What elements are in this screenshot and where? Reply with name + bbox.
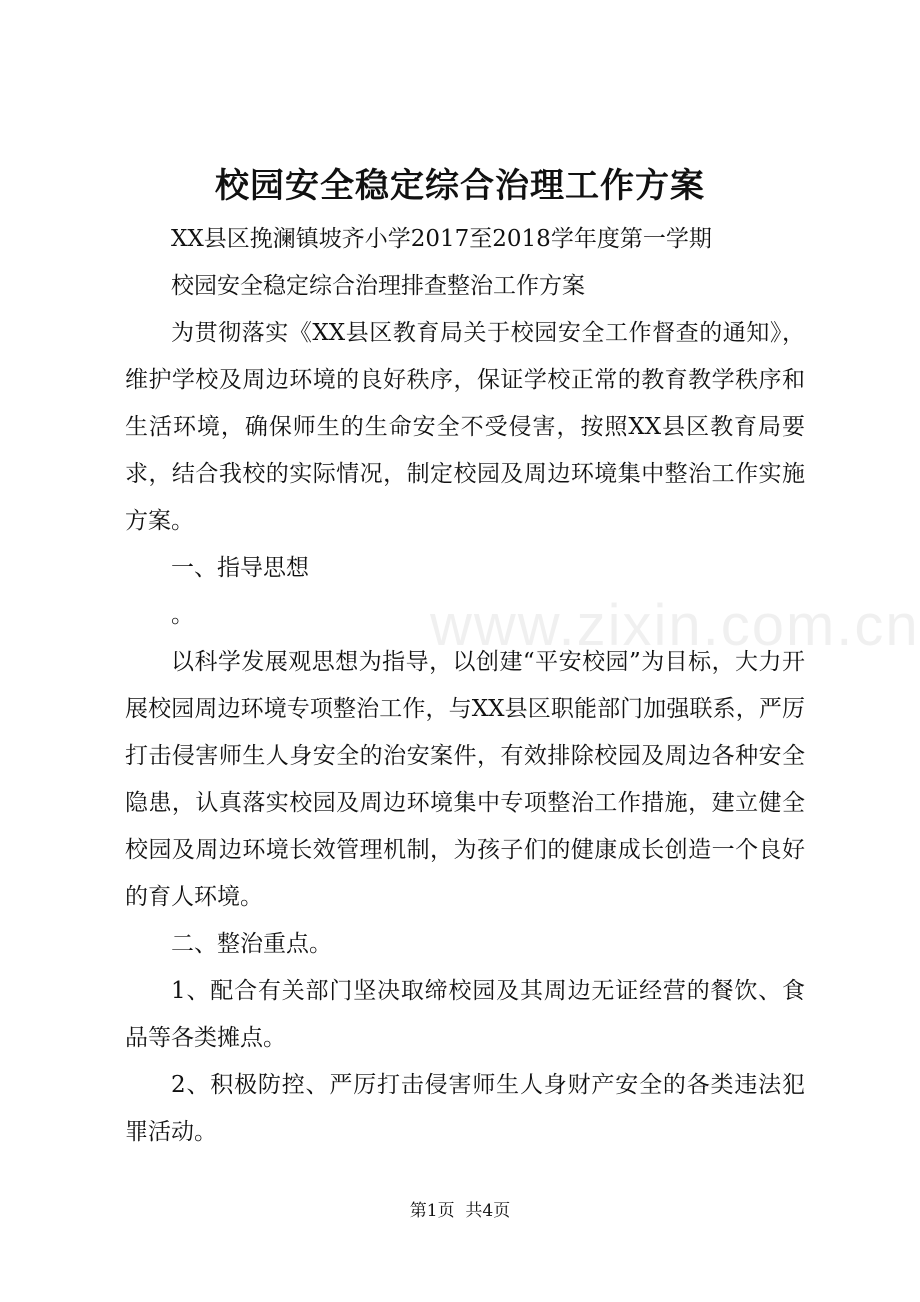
- document-body: [125, 216, 805, 1156]
- intro-paragraph: 为贯彻落实《XX县区教育局关于校园安全工作督查的通知》，维护学校及周边环境的良好秩序，保证学校正常的教育教学秩序和生活环境，确保师生的生命安全不受侵害，按照XX县区教育局要求，结合我校的实际情况，制定校园及周边环境集中整治工作实施方案。: [125, 320, 805, 534]
- guiding-ideology-paragraph: 以科学发展观思想为指导，以创建“平安校园”为目标，大力开展校园周边环境专项整治工作，与XX县区职能部门加强联系，严厉打击侵害师生人身安全的治安案件，有效排除校园及周边各种安全隐患，认真落实校园及周边环境集中专项整治工作措施，建立健全校园及周边环境长效管理机制，为孩子们的健康成长创造一个良好的育人环境。: [125, 649, 805, 910]
- page-footer: 第1页 共4页: [409, 1201, 511, 1221]
- document-title: 校园安全稳定综合治理工作方案: [215, 166, 705, 206]
- stray-period: 。: [171, 602, 194, 628]
- subtitle-line-1: XX县区挽澜镇坡齐小学2017至2018学年度第一学期: [171, 226, 712, 252]
- watermark: www.zixin.com.cn: [430, 593, 920, 658]
- subtitle-line-2: 校园安全稳定综合治理排查整治工作方案: [171, 273, 585, 299]
- key-point-1: 1、配合有关部门坚决取缔校园及其周边无证经营的餐饮、食品等各类摊点。: [125, 978, 805, 1051]
- section-heading-guiding-ideology: 一、指导思想: [171, 555, 309, 581]
- key-point-2: 2、积极防控、严厉打击侵害师生人身财产安全的各类违法犯罪活动。: [125, 1072, 805, 1145]
- section-heading-key-points: 二、整治重点。: [171, 931, 332, 957]
